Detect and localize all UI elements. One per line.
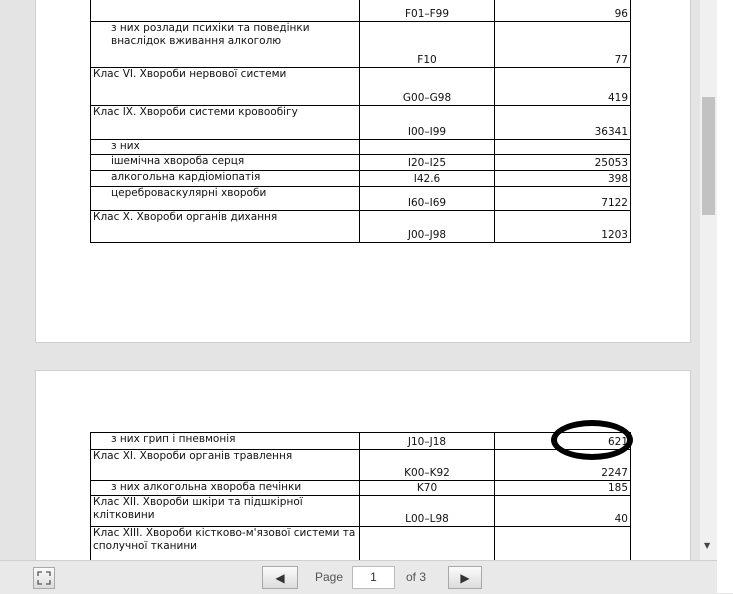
icd-code-cell bbox=[360, 527, 495, 561]
disease-name-cell: алкогольна кардіоміопатія bbox=[91, 171, 360, 187]
table-row bbox=[91, 0, 631, 22]
table-row bbox=[91, 68, 631, 106]
table-row bbox=[91, 22, 631, 68]
table-row bbox=[91, 450, 631, 481]
table-row bbox=[91, 527, 631, 561]
icd-code-cell: J00–J98 bbox=[360, 211, 495, 243]
fullscreen-button[interactable] bbox=[33, 567, 55, 589]
count-cell: 185 bbox=[495, 481, 631, 496]
count-cell: 419 bbox=[495, 68, 631, 106]
disease-name-cell: Клас XIII. Хвороби кістково-м'язової системи та сполучної тканини bbox=[91, 527, 360, 561]
table-row bbox=[91, 187, 631, 211]
count-cell: 621 bbox=[495, 433, 631, 450]
table-row bbox=[91, 155, 631, 171]
table-row bbox=[91, 211, 631, 243]
icd-code-cell: F10 bbox=[360, 22, 495, 68]
previous-page-button[interactable] bbox=[262, 566, 298, 589]
disease-name-cell: Клас IX. Хвороби системи кровообігу bbox=[91, 106, 360, 140]
window-edge bbox=[717, 0, 733, 593]
next-arrow-icon: ▶ bbox=[460, 570, 470, 585]
count-cell: 7122 bbox=[495, 187, 631, 211]
icd-code-cell: I42.6 bbox=[360, 171, 495, 187]
count-cell: 77 bbox=[495, 22, 631, 68]
table-row bbox=[91, 106, 631, 140]
count-cell: 40 bbox=[495, 496, 631, 527]
icd-code-cell: I20–I25 bbox=[360, 155, 495, 171]
table-row bbox=[91, 433, 631, 450]
disease-name-cell: ішемічна хвороба серця bbox=[91, 155, 360, 171]
count-cell bbox=[495, 140, 631, 155]
count-cell: 398 bbox=[495, 171, 631, 187]
icd-code-cell: L00–L98 bbox=[360, 496, 495, 527]
disease-name-cell: з них алкогольна хвороба печінки bbox=[91, 481, 360, 496]
document-page-1 bbox=[35, 0, 691, 343]
icd-code-cell bbox=[360, 140, 495, 155]
viewer-toolbar bbox=[0, 560, 717, 594]
count-cell: 1203 bbox=[495, 211, 631, 243]
disease-name-cell bbox=[91, 0, 360, 22]
page-label: Page bbox=[315, 570, 344, 584]
disease-name-cell: з них грип і пневмонія bbox=[91, 433, 360, 450]
table-row bbox=[91, 140, 631, 155]
icd-code-cell: G00–G98 bbox=[360, 68, 495, 106]
icd-code-cell: I00–I99 bbox=[360, 106, 495, 140]
table-row bbox=[91, 496, 631, 527]
icd-code-cell: F01–F99 bbox=[360, 0, 495, 22]
disease-name-cell: з них bbox=[91, 140, 360, 155]
count-cell bbox=[495, 527, 631, 561]
morbidity-table-page-2 bbox=[90, 432, 631, 560]
disease-name-cell: цереброваскулярні хвороби bbox=[91, 187, 360, 211]
highlight-circle-annotation bbox=[551, 420, 633, 460]
icd-code-cell: I60–I69 bbox=[360, 187, 495, 211]
icd-code-cell: K70 bbox=[360, 481, 495, 496]
disease-name-cell: з них розлади психіки та поведінки внаслідок вживання алкоголю bbox=[91, 22, 360, 68]
count-cell: 96 bbox=[495, 0, 631, 22]
table-row bbox=[91, 481, 631, 496]
vertical-scrollbar[interactable] bbox=[700, 0, 717, 560]
expand-icon bbox=[37, 571, 51, 585]
scrollbar-thumb[interactable] bbox=[702, 97, 715, 215]
page-count-label: of 3 bbox=[406, 570, 427, 584]
document-page-2 bbox=[35, 370, 691, 560]
count-cell: 25053 bbox=[495, 155, 631, 171]
disease-name-cell: Клас VI. Хвороби нервової системи bbox=[91, 68, 360, 106]
icd-code-cell: J10–J18 bbox=[360, 433, 495, 450]
scroll-down-icon[interactable]: ▼ bbox=[704, 541, 711, 550]
icd-code-cell: K00–K92 bbox=[360, 450, 495, 481]
table-body-page-2 bbox=[91, 433, 631, 561]
table-body-page-1 bbox=[91, 0, 631, 243]
disease-name-cell: Клас XII. Хвороби шкіри та підшкірної клітковини bbox=[91, 496, 360, 527]
previous-arrow-icon: ◀ bbox=[275, 570, 285, 585]
count-cell: 36341 bbox=[495, 106, 631, 140]
count-cell: 2247 bbox=[495, 450, 631, 481]
disease-name-cell: Клас X. Хвороби органів дихання bbox=[91, 211, 360, 243]
morbidity-table-page-1 bbox=[90, 0, 631, 243]
page-number-input[interactable]: 1 bbox=[352, 566, 395, 589]
disease-name-cell: Клас XI. Хвороби органів травлення bbox=[91, 450, 360, 481]
table-row bbox=[91, 171, 631, 187]
next-page-button[interactable] bbox=[448, 566, 482, 589]
